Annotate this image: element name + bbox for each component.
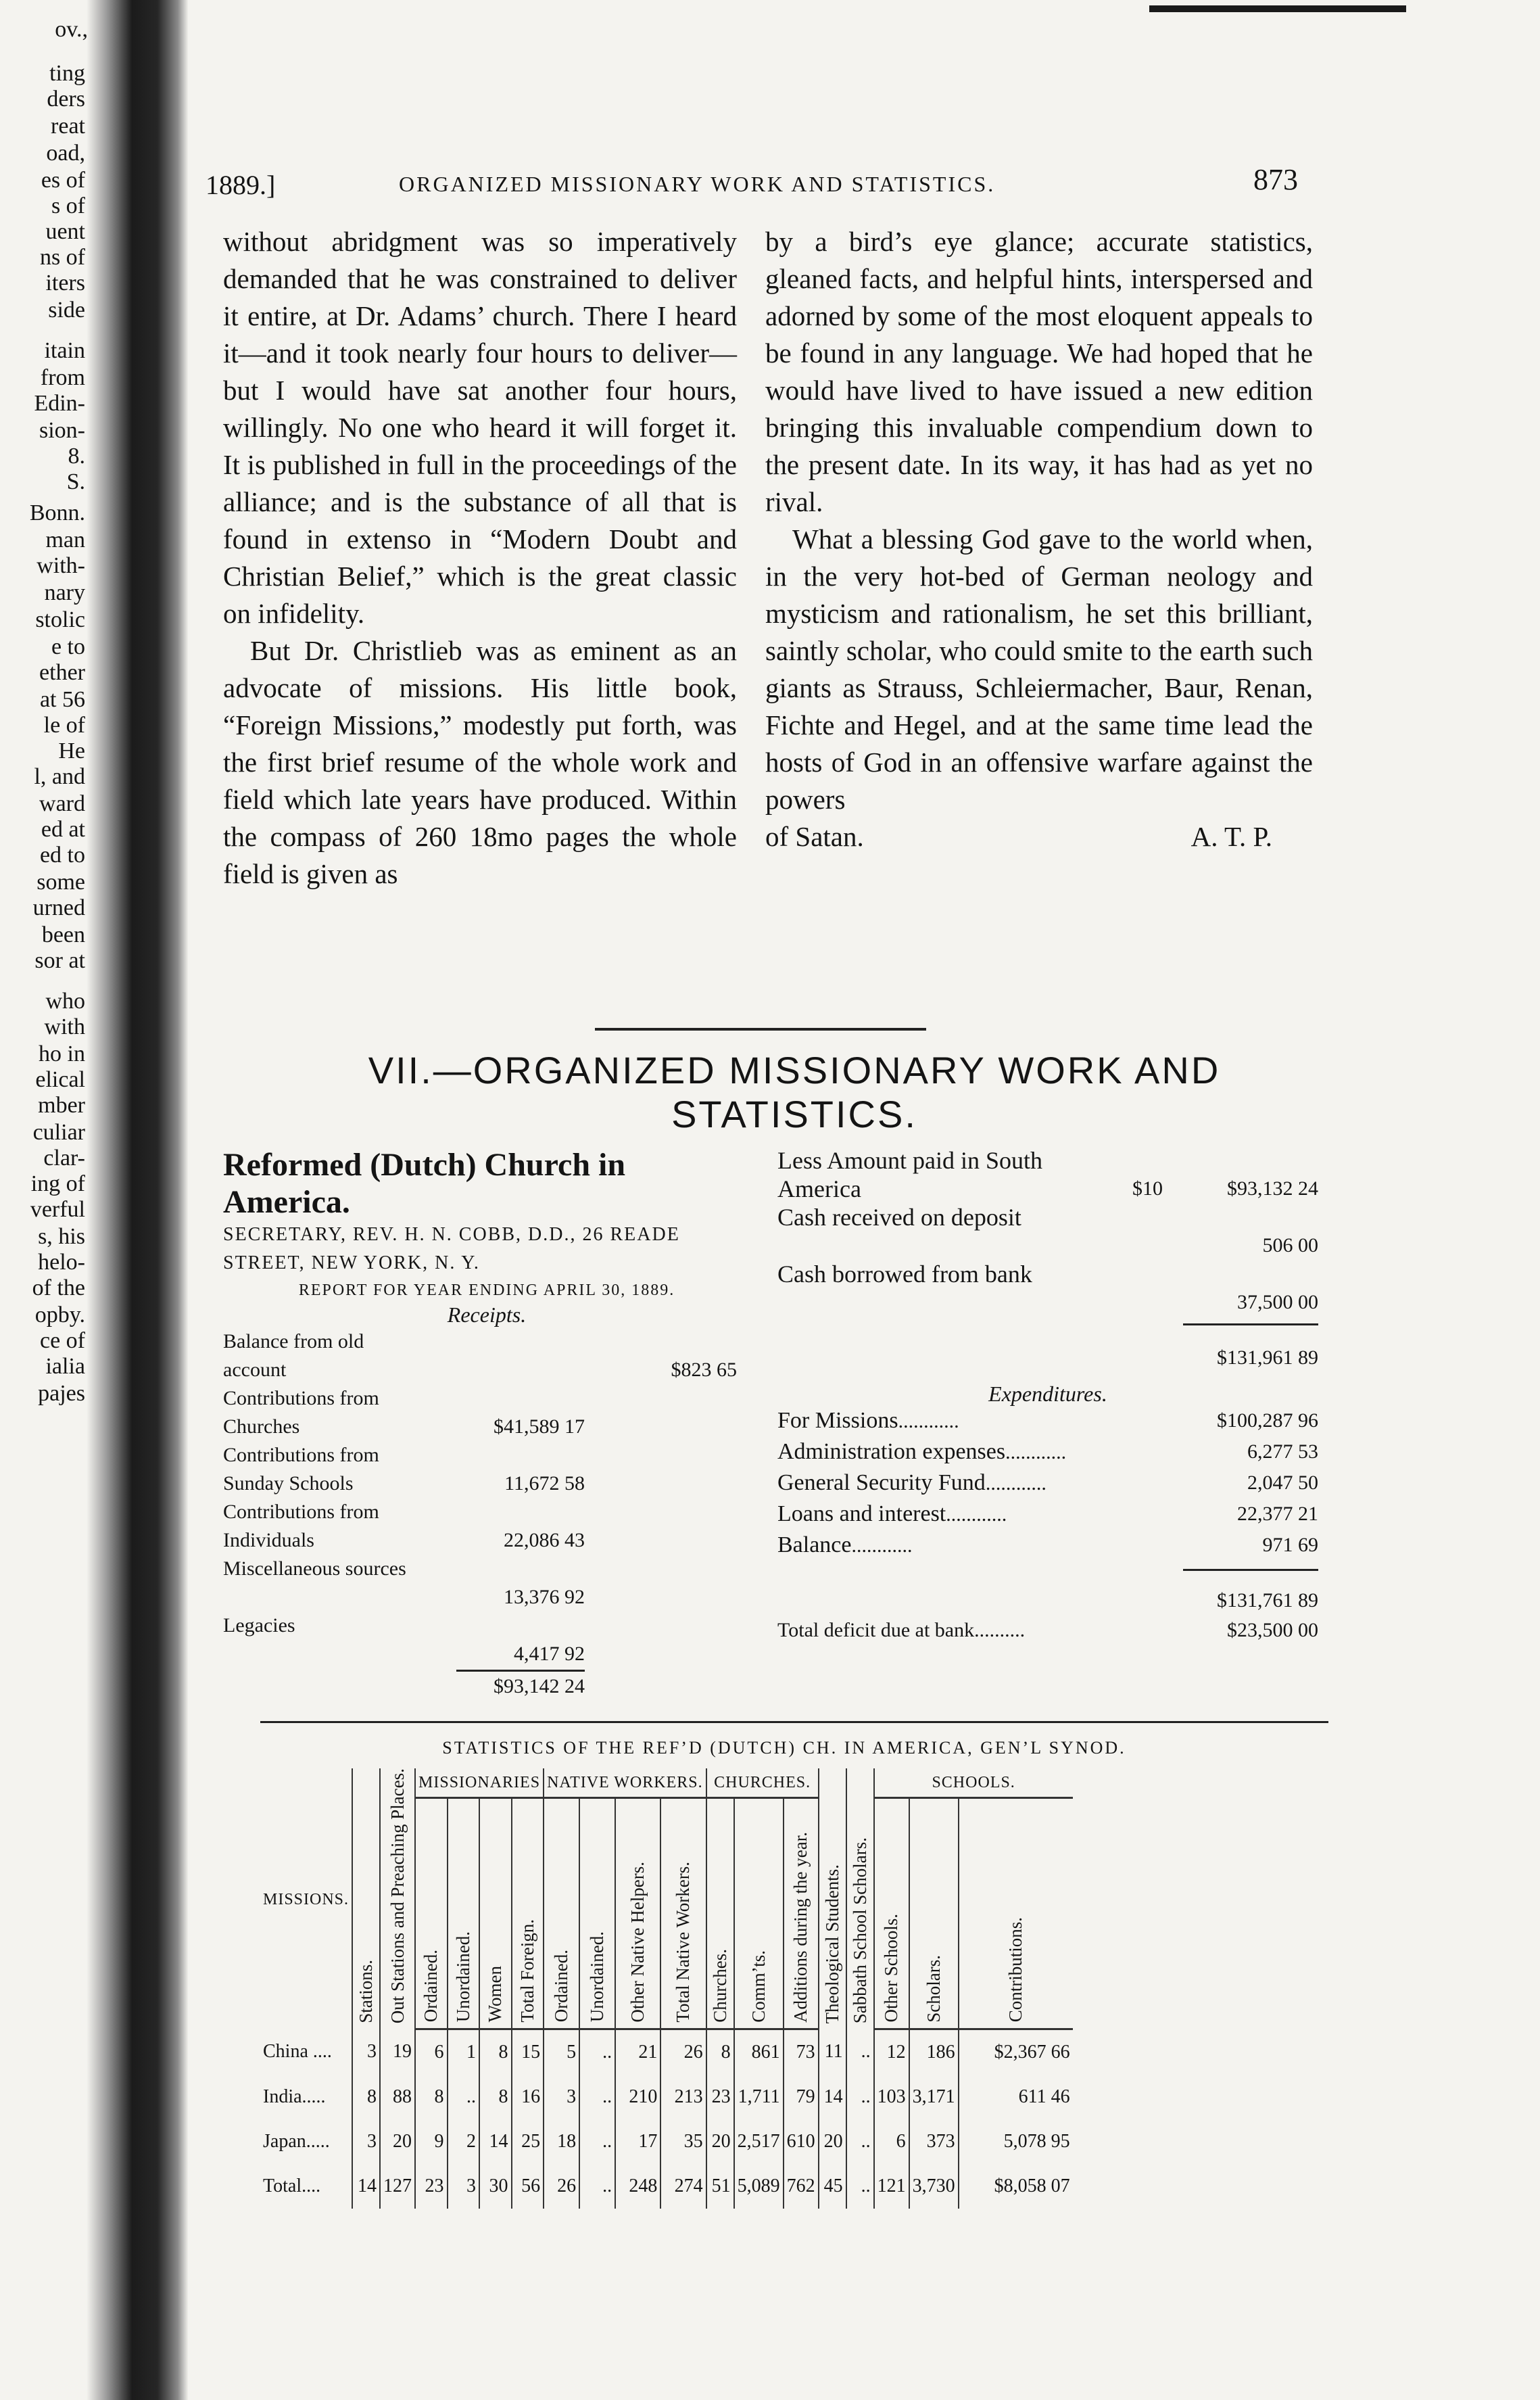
paragraph: But Dr. Christlieb was as eminent as an advocate of missions. His little book, “Foreign Missions,” modestly put forth, was the first brief resume of the whole work and field which late years have produced. Within the compass of 260 18mo pages the whole field is given as (223, 635, 737, 889)
expenditure-amount: $100,287 96 (1217, 1409, 1318, 1432)
expenditures-total: $131,761 89 (1217, 1589, 1318, 1611)
col-header: Other Native Helpers. (615, 1798, 660, 2029)
col-header: Comm’ts. (734, 1798, 784, 2029)
book-gutter-shadow (87, 0, 188, 2400)
author-signature: A. T. P. (1190, 821, 1272, 852)
margin-fragment: e to (51, 634, 85, 659)
receipt-row (223, 1441, 750, 1498)
margin-fragment: Bonn. (29, 500, 85, 525)
table-cell: 23 (706, 2075, 734, 2119)
table-cell: 186 (909, 2029, 959, 2075)
section-rule (595, 1028, 926, 1031)
margin-fragment: been (41, 922, 85, 947)
balance-row (777, 1146, 1318, 1203)
table-cell: 14 (479, 2119, 512, 2164)
col-header: Other Schools. (874, 1798, 909, 2029)
receipt-amount: 11,672 58 (504, 1472, 585, 1495)
margin-fragment: iters (45, 270, 85, 296)
paragraph: What a blessing God gave to the world when, in the very hot-bed of German neology and mysticism and rationalism, he set this brilliant, saintly scholar, who could smite to the earth such giants as Strauss, Schleiermacher, Baur, Renan, Fichte and Hegel, and at the same time lead the hosts of God in an offensive warfare against the powers (765, 523, 1313, 815)
table-cell: 3 (544, 2075, 579, 2119)
margin-fragment: of the (32, 1275, 85, 1300)
table-row (260, 2119, 1073, 2164)
margin-fragment: pajes (38, 1381, 85, 1406)
total-rule (1183, 1323, 1318, 1325)
expenditure-row (777, 1438, 1318, 1469)
leader-dots: ............ (898, 1410, 959, 1432)
expenditure-amount: 971 69 (1262, 1534, 1318, 1556)
expenditure-amount: 6,277 53 (1247, 1440, 1318, 1463)
table-cell: 12 (874, 2029, 909, 2075)
margin-fragment: mber (38, 1093, 85, 1118)
table-cell: 5,089 (734, 2164, 784, 2209)
deficit-amount: $23,500 00 (1227, 1619, 1318, 1641)
margin-fragment: Edin- (34, 391, 85, 416)
group-header-schools: SCHOOLS. (874, 1768, 1073, 1798)
table-top-rule (260, 1721, 1328, 1723)
table-cell: 56 (512, 2164, 544, 2209)
group-header-native-workers: NATIVE WORKERS. (544, 1768, 706, 1798)
report-period: REPORT FOR YEAR ENDING APRIL 30, 1889. (298, 1281, 675, 1299)
receipt-row (223, 1555, 750, 1611)
margin-fragment: l, and (34, 764, 85, 789)
margin-fragment: ed at (41, 817, 85, 842)
table-cell: 2,517 (734, 2119, 784, 2164)
margin-fragment: es of (41, 168, 85, 193)
margin-fragment: ting (49, 61, 85, 86)
table-row (260, 2164, 1073, 2209)
table-cell: 26 (544, 2164, 579, 2209)
margin-fragment: oad, (46, 141, 85, 166)
table-cell: 8 (415, 2075, 448, 2119)
text-column-right (765, 223, 1313, 855)
table-cell: 20 (706, 2119, 734, 2164)
margin-fragment: verful (30, 1197, 85, 1222)
paragraph-end: of Satan. (765, 821, 864, 852)
balance-label: Less Amount paid in South America (777, 1147, 1043, 1202)
table-cell: 1,711 (734, 2075, 784, 2119)
col-header: Out Stations and Preaching Places. (380, 1768, 415, 2029)
table-cell: 210 (615, 2075, 660, 2119)
mission-name: Japan..... (263, 2130, 330, 2152)
margin-fragment: S. (66, 469, 85, 494)
receipt-label: Contributions from Churches (223, 1387, 379, 1438)
col-header: Total Native Workers. (660, 1798, 706, 2029)
table-cell: 9 (415, 2119, 448, 2164)
table-cell: 6 (415, 2029, 448, 2075)
receipt-label: Balance from old account (223, 1330, 364, 1381)
receipt-row (223, 1498, 750, 1555)
margin-fragment: urned (32, 895, 85, 920)
header-year: 1889.] (206, 170, 276, 200)
margin-fragment: clar- (43, 1146, 85, 1171)
table-cell: 14 (819, 2075, 846, 2119)
margin-fragment: nary (44, 580, 85, 605)
col-header: Churches. (706, 1798, 734, 2029)
leader-dots: .......... (974, 1619, 1026, 1641)
margin-fragment: ders (47, 87, 85, 112)
secretary-line: SECRETARY, REV. H. N. COBB, D.D., 26 READE STREET, NEW YORK, N. Y. (223, 1224, 680, 1273)
receipts-list (223, 1327, 750, 1668)
closing-line (765, 818, 1313, 855)
table-cell: 861 (734, 2029, 784, 2075)
receipt-row (223, 1611, 750, 1668)
table-cell: 8 (479, 2029, 512, 2075)
margin-fragment: with- (37, 553, 85, 578)
expenditure-label: Administration expenses (777, 1439, 1006, 1464)
deficit-row (777, 1616, 1318, 1645)
table-cell: 79 (784, 2075, 819, 2119)
expenditure-label: For Missions (777, 1408, 898, 1433)
group-header-churches: CHURCHES. (706, 1768, 819, 1798)
balance-row (777, 1203, 1318, 1260)
margin-fragment: who (45, 989, 85, 1014)
table-cell: 19 (380, 2029, 415, 2075)
table-cell: .. (579, 2119, 615, 2164)
table-cell: $8,058 07 (959, 2164, 1073, 2209)
balance-list (777, 1146, 1318, 1317)
table-cell: 2 (448, 2119, 480, 2164)
table-cell: 6 (874, 2119, 909, 2164)
margin-fragment: ov., (55, 17, 88, 42)
margin-fragment: ho in (39, 1041, 85, 1066)
table-cell: 20 (380, 2119, 415, 2164)
table-cell: 8 (706, 2029, 734, 2075)
table-cell: 3 (352, 2119, 380, 2164)
table-cell: 23 (415, 2164, 448, 2209)
margin-fragment: sion- (39, 418, 85, 443)
table-cell: 611 46 (959, 2075, 1073, 2119)
table-cell: 17 (615, 2119, 660, 2164)
receipt-total: $823 65 (671, 1359, 737, 1381)
section-title-line1: VII.—ORGANIZED MISSIONARY WORK AND (368, 1049, 1221, 1091)
missions-header: MISSIONS. (263, 1890, 350, 1908)
table-cell: 26 (660, 2029, 706, 2075)
balance-total: 506 00 (1262, 1234, 1318, 1256)
table-cell: 3 (352, 2029, 380, 2075)
col-header: Scholars. (909, 1798, 959, 2029)
receipt-amount: 13,376 92 (504, 1586, 585, 1608)
receipt-amount: $41,589 17 (494, 1415, 585, 1438)
col-header: Unordained. (448, 1798, 480, 2029)
margin-fragment: ether (39, 660, 85, 685)
margin-fragment: helo- (38, 1250, 85, 1275)
expenditure-amount: 2,047 50 (1247, 1472, 1318, 1494)
table-cell: 20 (819, 2119, 846, 2164)
table-cell: 16 (512, 2075, 544, 2119)
table-cell: 15 (512, 2029, 544, 2075)
table-cell: 11 (819, 2029, 846, 2075)
leader-dots: ............ (1005, 1441, 1067, 1463)
expenditure-label: General Security Fund (777, 1470, 986, 1495)
col-header: Contributions. (959, 1798, 1073, 2029)
margin-fragment: ce of (39, 1328, 85, 1353)
balance-row (777, 1260, 1318, 1317)
margin-fragment: ialia (45, 1354, 85, 1379)
section-title-line2: STATISTICS. (671, 1093, 917, 1135)
table-cell: 35 (660, 2119, 706, 2164)
table-row (260, 2075, 1073, 2119)
total-rule (456, 1670, 585, 1672)
margin-fragment: reat (51, 114, 85, 139)
expenditure-label: Balance (777, 1532, 852, 1557)
expenditures-total-row (777, 1562, 1318, 1616)
receipt-row (223, 1384, 750, 1441)
table-cell: 8 (352, 2075, 380, 2119)
margin-fragment: ns of (39, 245, 85, 270)
col-header: Theological Students. (819, 1768, 846, 2029)
table-cell: 30 (479, 2164, 512, 2209)
table-cell: .. (579, 2075, 615, 2119)
margin-fragment: ward (39, 791, 85, 816)
receipt-row (223, 1327, 750, 1384)
deficit-label: Total deficit due at bank (777, 1619, 975, 1641)
group-header-missionaries: MISSIONARIES (415, 1768, 544, 1798)
table-cell: 73 (784, 2029, 819, 2075)
table-cell: 762 (784, 2164, 819, 2209)
table-cell: 5 (544, 2029, 579, 2075)
table-cell: 3,730 (909, 2164, 959, 2209)
table-cell: 610 (784, 2119, 819, 2164)
expenditures-heading: Expenditures. (988, 1382, 1107, 1406)
leader-dots: ............ (985, 1472, 1046, 1495)
table-cell: 8 (479, 2075, 512, 2119)
receipt-label: Miscellaneous sources (223, 1557, 406, 1580)
margin-fragment: opby. (34, 1302, 85, 1327)
margin-fragment: 8. (68, 444, 85, 469)
margin-fragment: elical (35, 1067, 85, 1092)
expenditure-row (777, 1469, 1318, 1500)
table-cell: 3 (448, 2164, 480, 2209)
receipt-amount: 4,417 92 (514, 1643, 585, 1665)
table-cell: 121 (874, 2164, 909, 2209)
margin-fragment: some (37, 870, 85, 895)
col-header: Stations. (352, 1768, 380, 2029)
margin-fragment: s of (51, 193, 85, 218)
table-cell: .. (579, 2029, 615, 2075)
header-title: ORGANIZED MISSIONARY WORK AND STATISTICS. (399, 172, 996, 196)
table-cell: 51 (706, 2164, 734, 2209)
receipt-label: Contributions from Individuals (223, 1501, 379, 1551)
col-header: Ordained. (415, 1798, 448, 2029)
table-cell: $2,367 66 (959, 2029, 1073, 2075)
table-cell: 88 (380, 2075, 415, 2119)
margin-fragment: man (45, 527, 85, 552)
finance-expenditures (777, 1146, 1318, 1645)
table-cell: 127 (380, 2164, 415, 2209)
margin-fragment: sor at (34, 948, 85, 973)
table-cell: 248 (615, 2164, 660, 2209)
statistics-table (260, 1768, 1073, 2209)
col-header: Sabbath School Scholars. (846, 1768, 874, 2029)
table-cell: .. (846, 2119, 874, 2164)
subtotal: $131,961 89 (1217, 1346, 1318, 1369)
receipt-label: Legacies (223, 1614, 295, 1637)
receipt-amount: 22,086 43 (504, 1529, 585, 1551)
expenditure-row (777, 1500, 1318, 1531)
table-cell: 1 (448, 2029, 480, 2075)
table-row (260, 2029, 1073, 2075)
table-cell: .. (448, 2075, 480, 2119)
top-edge-mark (1149, 5, 1406, 12)
table-cell: .. (579, 2164, 615, 2209)
statistics-table-title: STATISTICS OF THE REF’D (DUTCH) CH. IN AMERICA, GEN’L SYNOD. (442, 1738, 1126, 1758)
balance-total: $93,132 24 (1227, 1177, 1318, 1200)
statistics-body (260, 2029, 1073, 2209)
table-cell: 274 (660, 2164, 706, 2209)
paragraph: without abridgment was so imperatively demanded that he was constrained to deliver it entire, at Dr. Adams’ church. There I heard it—and it took nearly four hours to deliver—but I would have sat another four hours, willingly. No one who heard it will forget it. It is published in full in the proceedings of the alliance; and is the substance of all that is found in extenso in “Modern Doubt and Christian Belief,” which is the great classic on infidelity. (223, 226, 737, 629)
table-cell: .. (846, 2164, 874, 2209)
col-header: Additions during the year. (784, 1798, 819, 2029)
mission-name: Total.... (263, 2175, 321, 2196)
expenditure-amount: 22,377 21 (1237, 1503, 1318, 1525)
col-header: Total Foreign. (512, 1798, 544, 2029)
margin-fragment: le of (43, 713, 85, 738)
balance-amount: $10 (1132, 1177, 1163, 1200)
table-cell: 21 (615, 2029, 660, 2075)
table-cell: 45 (819, 2164, 846, 2209)
margin-fragment: uent (45, 219, 85, 244)
margin-fragment: stolic (35, 607, 85, 632)
col-header: Ordained. (544, 1798, 579, 2029)
receipts-total-row (223, 1668, 750, 1702)
mission-name: China .... (263, 2040, 332, 2062)
col-header: Unordained. (579, 1798, 615, 2029)
table-cell: 3,171 (909, 2075, 959, 2119)
table-cell: 18 (544, 2119, 579, 2164)
margin-fragment: at 56 (39, 687, 85, 712)
table-cell: .. (846, 2075, 874, 2119)
table-cell: 373 (909, 2119, 959, 2164)
margin-fragment: ing of (30, 1171, 85, 1196)
previous-page-margin (0, 0, 88, 2400)
expenditures-list (777, 1407, 1318, 1562)
leader-dots: ............ (851, 1534, 913, 1557)
running-header (196, 162, 1339, 203)
balance-total: 37,500 00 (1237, 1291, 1318, 1313)
subtotal-row (777, 1317, 1318, 1379)
table-cell: 103 (874, 2075, 909, 2119)
table-cell: 25 (512, 2119, 544, 2164)
receipts-heading: Receipts. (447, 1302, 527, 1327)
col-header: Women (479, 1798, 512, 2029)
margin-fragment: side (48, 298, 85, 323)
expenditure-row (777, 1531, 1318, 1562)
margin-fragment: itain (44, 338, 85, 363)
mission-name: India..... (263, 2086, 326, 2107)
paragraph: by a bird’s eye glance; accurate statistics, gleaned facts, and helpful hints, interspersed and adorned by some of the most eloquent appeals to be found in any language. We had hoped that he would have lived to have issued a new edition bringing this invaluable compendium down to the present date. In its way, it has had as yet no rival. (765, 226, 1313, 517)
margin-fragment: with (44, 1014, 85, 1039)
table-cell: 213 (660, 2075, 706, 2119)
receipt-label: Contributions from Sunday Schools (223, 1444, 379, 1495)
organization-name: Reformed (Dutch) Church in America. (223, 1147, 626, 1220)
table-cell: 5,078 95 (959, 2119, 1073, 2164)
leader-dots: ............ (946, 1503, 1007, 1526)
expenditure-label: Loans and interest (777, 1501, 946, 1526)
page-number: 873 (1253, 163, 1298, 196)
margin-fragment: from (40, 365, 85, 390)
balance-label: Cash received on deposit (777, 1204, 1021, 1231)
total-rule (1183, 1569, 1318, 1571)
margin-fragment: ed to (39, 843, 85, 868)
expenditure-row (777, 1407, 1318, 1438)
text-column-left (223, 223, 737, 893)
margin-fragment: culiar (32, 1120, 85, 1145)
table-cell: 14 (352, 2164, 380, 2209)
finance-receipts (223, 1146, 750, 1702)
margin-fragment: s, his (38, 1224, 85, 1249)
margin-fragment: He (58, 738, 85, 763)
receipts-total: $93,142 24 (494, 1675, 585, 1697)
table-cell: .. (846, 2029, 874, 2075)
balance-label: Cash borrowed from bank (777, 1261, 1032, 1288)
